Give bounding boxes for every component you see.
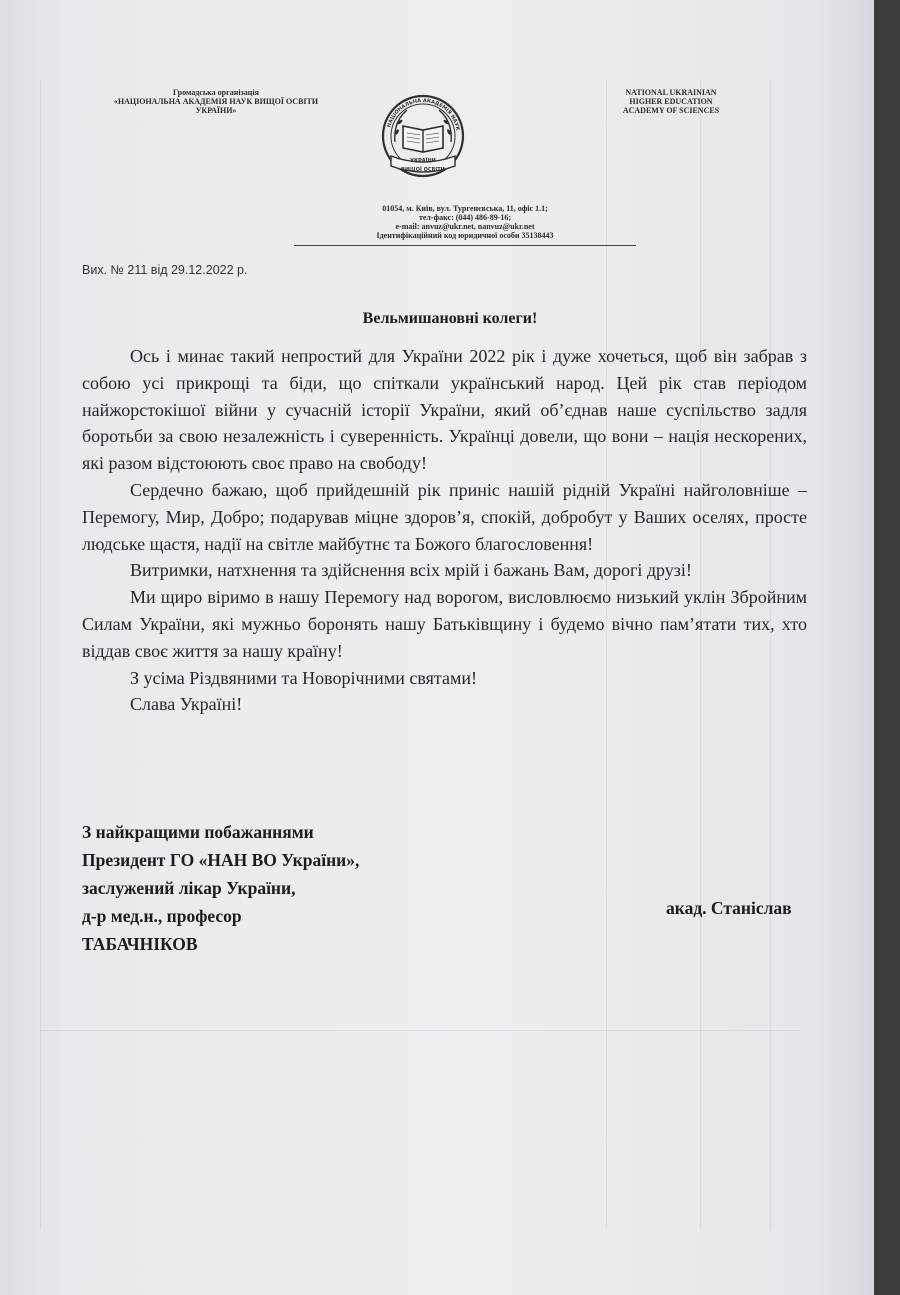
org-type: Громадська організація: [173, 88, 259, 97]
org-name-english: [606, 88, 736, 115]
signature-line: З найкращими побажаннями: [82, 822, 314, 842]
signature-line: заслужений лікар України,: [82, 878, 296, 898]
show-through-line: [40, 1030, 800, 1031]
letter-body: [82, 343, 807, 718]
paragraph: Ми щиро віримо в нашу Перемогу над ворогом, висловлюємо низький уклін Збройним Силам України, які мужньо боронять нашу Батьківщину і будемо вічно пам’ятати тих, хто віддав своє життя за нашу країну!: [82, 587, 807, 661]
logo-ring-text: НАЦІОНАЛЬНА АКАДЕМІЯ НАУК: [386, 97, 461, 132]
org-name-en-line: NATIONAL UKRAINIAN: [625, 88, 717, 97]
paragraph: З усіма Різдвяними та Новорічними святами!: [130, 667, 477, 688]
signature-line: ТАБАЧНІКОВ: [82, 934, 198, 954]
logo-ribbon-text-2: ВИЩОЇ ОСВІТИ: [401, 167, 445, 173]
address: 01054, м. Київ, вул. Тургенєвська, 11, офіс 1.1;: [382, 204, 548, 213]
signature-line: д-р мед.н., професор: [82, 906, 242, 926]
org-name-en-line: ACADEMY OF SCIENCES: [622, 106, 720, 115]
email: e-mail: anvuz@ukr.net, nanvuz@ukr.net: [395, 222, 535, 231]
paragraph: Сердечно бажаю, щоб прийдешній рік приніс нашій рідній Україні найголовніше – Перемогу, Мир, Добро; подарував міцне здоров’я, спокій, добробут у Ваших оселях, просте людське щастя, надії на світле майбутнє та Божого благословення!: [82, 479, 807, 554]
paragraph: Ось і минає такий непростий для України 2022 рік і дуже хочеться, щоб він забрав з собою усі прикрощі та біди, що спіткали український народ. Цей рік став періодом найжорстокішої війни у сучасній історії України, який об’єднав наше суспільство задля боротьби за свою незалежність і суверенність. Українці довели, що вони – нація нескорених, які разом відстоюють своє право на свободу!: [82, 346, 807, 474]
logo-ribbon-text-1: УКРАЇНИ: [410, 158, 436, 164]
header-divider: [294, 245, 636, 247]
org-name-en-line: HIGHER EDUCATION: [629, 97, 713, 106]
signature-block: [82, 818, 462, 958]
outgoing-number: Вих. № 211 від 29.12.2022 р.: [82, 263, 248, 277]
signatory-name: акад. Станіслав: [666, 898, 792, 918]
phone: тел-факс: (044) 486-89-16;: [418, 213, 512, 222]
paragraph: Витримки, натхнення та здійснення всіх мрій і бажань Вам, дорогі друзі!: [130, 560, 692, 581]
org-name: «НАЦІОНАЛЬНА АКАДЕМІЯ НАУК ВИЩОЇ ОСВІТИ УКРАЇНИ»: [113, 97, 319, 115]
signature-line: Президент ГО «НАН ВО України»,: [82, 850, 360, 870]
show-through-line: [40, 80, 41, 1230]
academy-logo: [373, 92, 473, 192]
greeting: Вельмишановні колеги!: [362, 310, 538, 327]
contact-block: [330, 204, 600, 240]
paragraph: Слава Україні!: [130, 694, 243, 715]
org-name-ukrainian: [100, 88, 332, 115]
legal-code: Ідентифікаційний код юридичної особи 35138443: [376, 231, 554, 240]
